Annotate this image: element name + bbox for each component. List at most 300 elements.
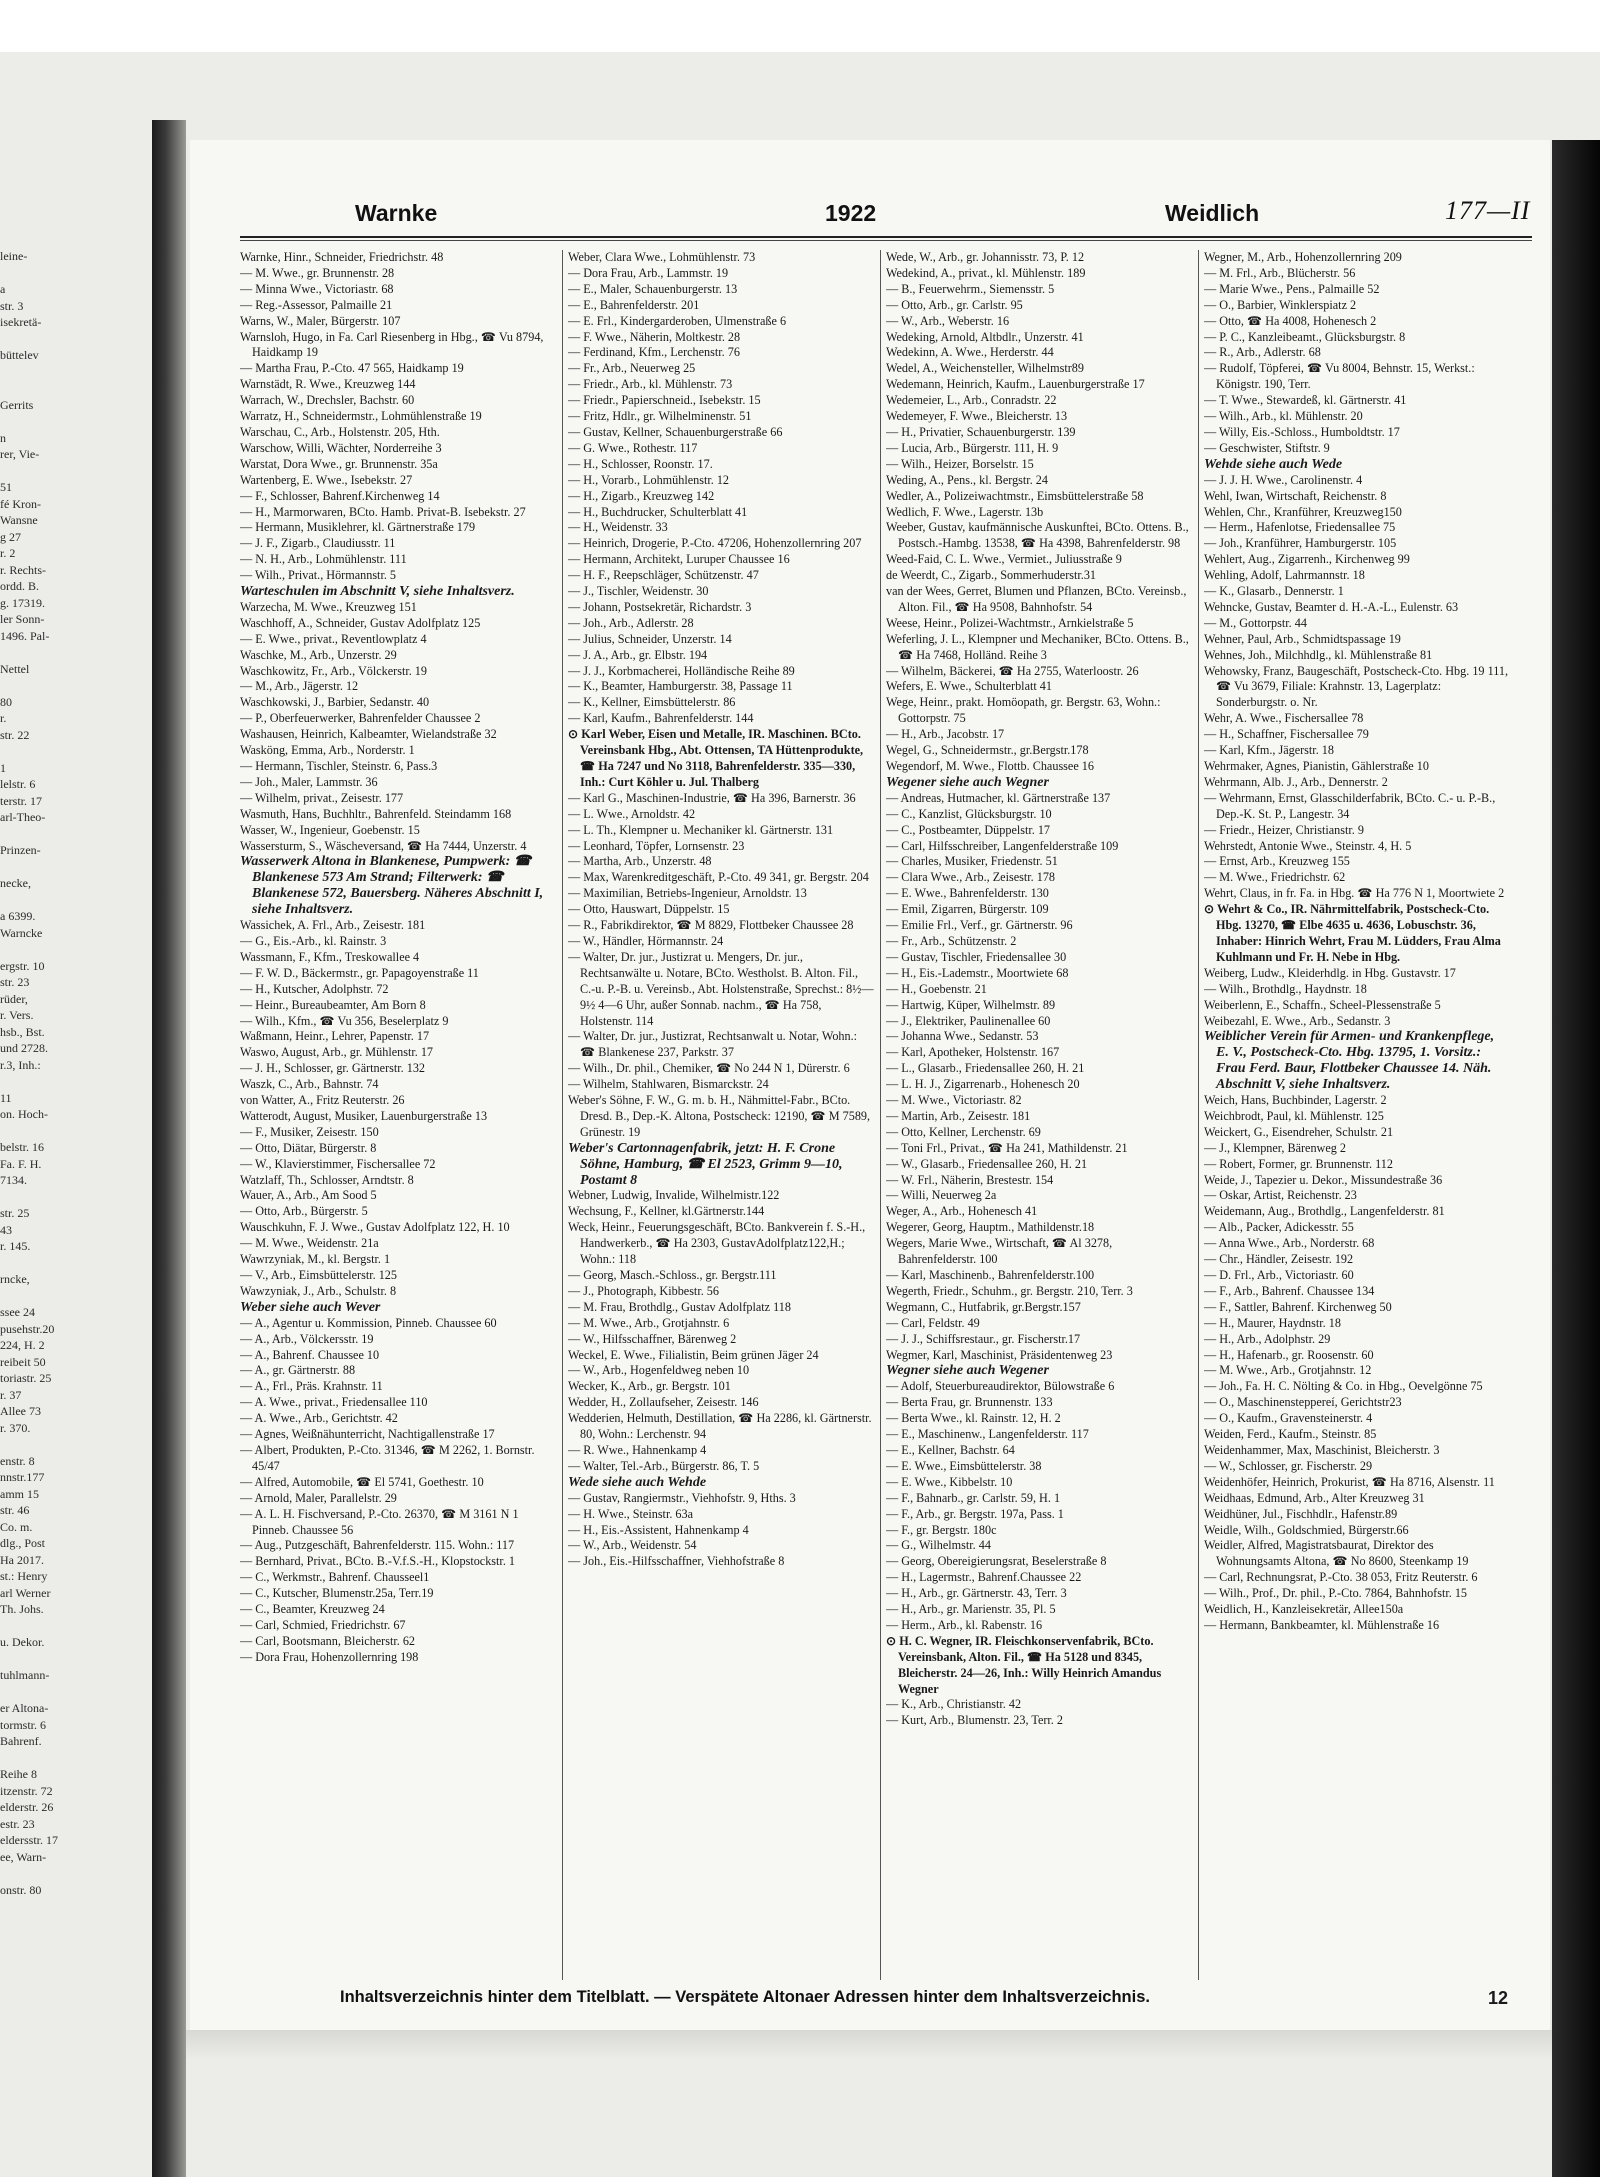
directory-entry: — M. Wwe., gr. Brunnenstr. 28 xyxy=(240,265,395,280)
fragment-line: büttelev xyxy=(0,348,39,362)
directory-entry: Waschhoff, A., Schneider, Gustav Adolfplatz 125 xyxy=(240,615,481,630)
directory-entry: — A., Bahrenf. Chaussee 10 xyxy=(240,1347,380,1362)
directory-entry: — O., Maschinensteppereí, Gerichtstr23 xyxy=(1204,1395,1402,1410)
directory-entry: Wedekinn, A. Wwe., Herderstr. 44 xyxy=(886,345,1054,360)
directory-entry: — Otto, Arb., gr. Carlstr. 95 xyxy=(886,297,1023,312)
directory-entry: — J. J. H. Wwe., Carolinenstr. 4 xyxy=(1204,472,1363,487)
fragment-line: on. Hoch- xyxy=(0,1107,48,1121)
directory-entry: — Marie Wwe., Pens., Palmaille 52 xyxy=(1204,281,1380,296)
fragment-line: r. Vers. xyxy=(0,1008,34,1022)
directory-entry: — H., Arb., Jacobstr. 17 xyxy=(886,727,1005,742)
directory-entry: — Gustav, Rangiermstr., Viehhofstr. 9, Hths. 3 xyxy=(568,1490,796,1505)
directory-entry: — Julius, Schneider, Unzerstr. 14 xyxy=(568,631,732,646)
directory-entry: Watterodt, August, Musiker, Lauenburgerstraße 13 xyxy=(240,1108,488,1123)
directory-entry: — Dora Frau, Hohenzollernring 198 xyxy=(240,1649,419,1664)
directory-entry: — H., Vorarb., Lohmühlenstr. 12 xyxy=(568,472,730,487)
directory-entry: — Herm., Hafenlotse, Friedensallee 75 xyxy=(1204,520,1396,535)
directory-entry: ⊙ Wehrt & Co., IR. Nährmittelfabrik, Postscheck-Cto. Hbg. 13270, ☎ Elbe 4635 u. 4636, Lobuschstr. 36, Inhaber: Hinrich Wehrt, Frau M. Lüdders, Frau Alma Kuhlmann und Fr. H. Nebe in Hbg. xyxy=(1204,902,1501,964)
directory-entry: Warteschulen im Abschnitt V, siehe Inhaltsverz. xyxy=(240,584,515,600)
header-page-number: 177—II xyxy=(1445,196,1531,225)
directory-entry: Wedler, A., Polizeiwachtmstr., Eimsbüttelerstraße 58 xyxy=(886,488,1144,503)
directory-entry: — Maximilian, Betriebs-Ingenieur, Arnoldstr. 13 xyxy=(568,886,807,901)
directory-entry: — Bernhard, Privat., BCto. B.-V.f.S.-H., Klopstockstr. 1 xyxy=(240,1554,516,1569)
fragment-line: hsb., Bst. xyxy=(0,1024,45,1039)
directory-entry: — D. Frl., Arb., Victoriastr. 60 xyxy=(1204,1268,1354,1282)
directory-entry: — Wilhelm, privat., Zeisestr. 177 xyxy=(240,790,404,805)
fragment-line: necke, xyxy=(0,876,31,890)
directory-entry: — H., Arb., gr. Gärtnerstr. 43, Terr. 3 xyxy=(886,1586,1067,1601)
directory-entry: — Heinrich, Drogerie, P.-Cto. 47206, Hohenzollernring 207 xyxy=(568,536,862,551)
directory-entry: Weferling, J. L., Klempner und Mechaniker, BCto. Ottens. B., ☎ Ha 7468, Holländ. Reihe 3 xyxy=(886,631,1189,662)
directory-entry: Weidenhammer, Max, Maschinist, Bleicherstr. 3 xyxy=(1204,1442,1440,1457)
directory-entry: — F., Bahnarb., gr. Carlstr. 59, H. 1 xyxy=(886,1490,1061,1505)
directory-entry: — H., Maurer, Haydnstr. 18 xyxy=(1204,1315,1341,1330)
directory-entry: — H., Zigarb., Kreuzweg 142 xyxy=(568,488,715,503)
directory-entry: — R., Arb., Adlerstr. 68 xyxy=(1204,345,1321,360)
fragment-line: st.: Henry xyxy=(0,1569,48,1583)
directory-entry: — Otto, Diätar, Bürgerstr. 8 xyxy=(240,1140,377,1155)
directory-entry: — Karl G., Maschinen-Industrie, ☎ Ha 396, Barnerstr. 36 xyxy=(568,790,856,805)
directory-entry: Warstat, Dora Wwe., gr. Brunnenstr. 35a xyxy=(240,456,438,471)
fragment-line: estr. 23 xyxy=(0,1816,35,1831)
directory-column-1 xyxy=(240,250,546,1980)
directory-entry: — F., gr. Bergstr. 180c xyxy=(886,1522,997,1537)
fragment-line: str. 23 xyxy=(0,975,30,989)
directory-entry: — B., Feuerwehrm., Siemensstr. 5 xyxy=(886,281,1055,296)
directory-entry: Washausen, Heinrich, Kalbeamter, Wielandstraße 32 xyxy=(240,727,497,742)
directory-entry: — P. C., Kanzleibeamt., Glücksburgstr. 8 xyxy=(1204,329,1406,344)
fragment-line: Prinzen- xyxy=(0,843,41,857)
directory-entry: — H. F., Reepschläger, Schützenstr. 47 xyxy=(568,568,759,583)
directory-entry: — L. Th., Klempner u. Mechaniker kl. Gärtnerstr. 131 xyxy=(568,822,834,837)
directory-entry: — Joh., Eis.-Hilfsschaffner, Viehhofstraße 8 xyxy=(568,1554,785,1569)
directory-entry: — Heinr., Bureaubeamter, Am Born 8 xyxy=(240,997,426,1012)
directory-entry: — Gustav, Tischler, Friedensallee 30 xyxy=(886,949,1067,964)
fragment-line: nnstr.177 xyxy=(0,1470,45,1484)
directory-entry: — Hermann, Architekt, Luruper Chaussee 16 xyxy=(568,552,790,567)
directory-entry: Wegmer, Karl, Maschinist, Präsidentenweg 23 xyxy=(886,1347,1113,1362)
fragment-line: Reihe 8 xyxy=(0,1767,37,1781)
fragment-line: Wansne xyxy=(0,513,38,527)
directory-entry: — Arnold, Maler, Parallelstr. 29 xyxy=(240,1490,397,1505)
directory-entry: — Reg.-Assessor, Palmaille 21 xyxy=(240,297,393,312)
column-divider xyxy=(562,250,563,1980)
directory-entry: — Hermann, Bankbeamter, kl. Mühlenstraße 16 xyxy=(1204,1617,1440,1632)
directory-entry: — Chr., Händler, Zeisestr. 192 xyxy=(1204,1252,1354,1267)
fragment-line xyxy=(0,1436,150,1453)
directory-entry: — Otto, Arb., Bürgerstr. 5 xyxy=(240,1204,368,1219)
directory-entry: Watzlaff, Th., Schlosser, Arndtstr. 8 xyxy=(240,1172,414,1187)
directory-entry: — A. L. H. Fischversand, P.-Cto. 26370, ☎ M 3161 N 1 Pinneb. Chaussee 56 xyxy=(240,1506,519,1537)
directory-entry: — Wilh., Brothdlg., Haydnstr. 18 xyxy=(1204,981,1367,996)
directory-entry: — Karl, Maschinenb., Bahrenfelderstr.100 xyxy=(886,1268,1095,1282)
directory-entry: — J. J., Korbmacherei, Holländische Reihe 89 xyxy=(568,663,795,678)
fragment-line: r.3, Inh.: xyxy=(0,1057,41,1072)
directory-entry: — C., Beamter, Kreuzweg 24 xyxy=(240,1602,385,1617)
directory-entry: — Walter, Tel.-Arb., Bürgerstr. 86, T. 5 xyxy=(568,1458,760,1473)
directory-entry: — Adolf, Steuerbureaudirektor, Bülowstraße 6 xyxy=(886,1379,1115,1394)
directory-entry: Wawrzyniak, M., kl. Bergstr. 1 xyxy=(240,1252,391,1267)
directory-entry: Weidhüner, Jul., Fischhdlr., Hafenstr.89 xyxy=(1204,1506,1398,1521)
directory-entry: — Toni Frl., Privat., ☎ Ha 241, Mathildenstr. 21 xyxy=(886,1140,1128,1155)
directory-entry: Weidle, Wilh., Goldschmied, Bürgerstr.66 xyxy=(1204,1522,1409,1537)
directory-entry: — Friedr., Heizer, Christianstr. 9 xyxy=(1204,822,1364,837)
directory-entry: — E. Frl., Kindergarderoben, Ulmenstraße 6 xyxy=(568,313,787,328)
directory-entry: Warschow, Willi, Wächter, Norderreihe 3 xyxy=(240,440,442,455)
fragment-line: r. 370. xyxy=(0,1420,31,1435)
directory-entry: — J., Elektriker, Paulinenallee 60 xyxy=(886,1013,1051,1028)
directory-entry: — L. Wwe., Arnoldstr. 42 xyxy=(568,806,696,821)
fragment-line xyxy=(0,1288,150,1305)
directory-entry: Wehlert, Aug., Zigarrenh., Kirchenweg 99 xyxy=(1204,552,1410,567)
directory-entry: — Carl, Hilfsschreiber, Langenfelderstraße 109 xyxy=(886,838,1119,853)
directory-entry: Weidenhöfer, Heinrich, Prokurist, ☎ Ha 8716, Alsenstr. 11 xyxy=(1204,1474,1495,1489)
fragment-line xyxy=(0,1651,150,1668)
directory-entry: — Karl, Apotheker, Holstenstr. 167 xyxy=(886,1045,1060,1060)
directory-entry: — O., Barbier, Winklerspiatz 2 xyxy=(1204,297,1357,312)
directory-entry: — Wilh., Prof., Dr. phil., P.-Cto. 7864, Bahnhofstr. 15 xyxy=(1204,1586,1468,1601)
directory-entry: Wehrmaker, Agnes, Pianistin, Gählerstraße 10 xyxy=(1204,759,1429,773)
left-page-fragment xyxy=(0,248,150,2068)
directory-entry: — A. Wwe., privat., Friedensallee 110 xyxy=(240,1395,428,1410)
directory-entry: — Hermann, Tischler, Steinstr. 6, Pass.3 xyxy=(240,759,438,773)
directory-entry: — E. Wwe., Kibbelstr. 10 xyxy=(886,1474,1013,1489)
directory-entry: — H., Eis.-Assistent, Hahnenkamp 4 xyxy=(568,1522,749,1537)
directory-entry: — H., Lagermstr., Bahrenf.Chaussee 22 xyxy=(886,1570,1082,1585)
fragment-line xyxy=(0,364,150,381)
directory-entry: Weed-Faid, C. L. Wwe., Vermiet., Juliusstraße 9 xyxy=(886,552,1122,567)
directory-entry: — M. Wwe., Arb., Grotjahnstr. 12 xyxy=(1204,1363,1372,1378)
directory-entry: — Berta Frau, gr. Brunnenstr. 133 xyxy=(886,1395,1053,1410)
fragment-line: tormstr. 6 xyxy=(0,1717,47,1732)
directory-entry: — Otto, Kellner, Lerchenstr. 69 xyxy=(886,1124,1041,1139)
directory-entry: Wasköng, Emma, Arb., Norderstr. 1 xyxy=(240,743,415,758)
fragment-line: tuhlmann- xyxy=(0,1668,50,1682)
directory-entry: Wehnes, Joh., Milchhdlg., kl. Mühlenstraße 81 xyxy=(1204,647,1433,662)
fragment-line: ergstr. 10 xyxy=(0,958,45,973)
directory-entry: — K., Kellner, Eimsbüttelerstr. 86 xyxy=(568,695,736,710)
directory-entry: — Gustav, Kellner, Schauenburgerstraße 66 xyxy=(568,424,783,439)
column-divider xyxy=(1198,250,1199,1980)
directory-entry: — Berta Wwe., kl. Rainstr. 12, H. 2 xyxy=(886,1411,1061,1426)
directory-entry: — Georg, Masch.-Schloss., gr. Bergstr.111 xyxy=(568,1268,777,1282)
directory-entry: Wegel, G., Schneidermstr., gr.Bergstr.178 xyxy=(886,743,1089,758)
fragment-line: arl-Theo- xyxy=(0,810,46,824)
directory-entry: — Alb., Packer, Adickesstr. 55 xyxy=(1204,1220,1354,1235)
directory-entry: — W., Schlosser, gr. Fischerstr. 29 xyxy=(1204,1458,1373,1473)
directory-entry: Waszk, C., Arb., Bahnstr. 74 xyxy=(240,1077,379,1092)
directory-entry: — Friedr., Papierschneid., Isebekstr. 15 xyxy=(568,393,761,408)
directory-entry: — H., Marmorwaren, BCto. Hamb. Privat-B. Isebekstr. 27 xyxy=(240,504,526,519)
directory-entry: — E., Bahrenfelderstr. 201 xyxy=(568,297,700,312)
directory-entry: — E., Maschinenw., Langenfelderstr. 117 xyxy=(886,1427,1089,1442)
fragment-line: itzenstr. 72 xyxy=(0,1783,53,1798)
header-left-word: Warnke xyxy=(355,200,438,226)
directory-entry: Wasser, W., Ingenieur, Goebenstr. 15 xyxy=(240,822,420,837)
directory-entry: — Otto, ☎ Ha 4008, Hohenesch 2 xyxy=(1204,313,1377,328)
directory-entry: — Walter, Dr. jur., Justizrat, Rechtsanwalt u. Notar, Wohn.: ☎ Blankenese 237, Parkstr. 37 xyxy=(568,1029,858,1060)
fragment-line: 11 xyxy=(0,1090,12,1105)
directory-entry: — H., Eis.-Lademstr., Moortwiete 68 xyxy=(886,965,1069,980)
fragment-line: 224, H. 2 xyxy=(0,1338,45,1352)
fragment-line: 43 xyxy=(0,1222,12,1237)
directory-entry: — G., Wilhelmstr. 44 xyxy=(886,1538,991,1553)
directory-entry: Weck, Heinr., Feuerungsgeschäft, BCto. Bankverein f. S.-H., Handwerkerb., ☎ Ha 2303, GustavAdolfplatz122,H.; Wohn.: 118 xyxy=(568,1220,866,1267)
directory-entry: — Hermann, Musiklehrer, kl. Gärtnerstraße 179 xyxy=(240,520,476,535)
directory-entry: — M. Frl., Arb., Blücherstr. 56 xyxy=(1204,265,1356,280)
directory-column-4 xyxy=(1204,250,1510,1980)
directory-entry: — Friedr., Arb., kl. Mühlenstr. 73 xyxy=(568,377,733,392)
directory-entry: — C., Kutscher, Blumenstr.25a, Terr.19 xyxy=(240,1586,434,1601)
directory-entry: Weber, Clara Wwe., Lohmühlenstr. 73 xyxy=(568,250,756,264)
directory-entry: — Herm., Arb., kl. Rabenstr. 16 xyxy=(886,1617,1043,1632)
fragment-line xyxy=(0,1255,150,1272)
directory-entry: Weichbrodt, Paul, kl. Mühlenstr. 125 xyxy=(1204,1108,1384,1123)
directory-entry: Weickert, G., Eisendreher, Schulstr. 21 xyxy=(1204,1124,1394,1139)
directory-entry: — P., Oberfeuerwerker, Bahrenfelder Chaussee 2 xyxy=(240,711,481,726)
directory-entry: Weich, Hans, Buchbinder, Lagerstr. 2 xyxy=(1204,1093,1387,1108)
directory-entry: Wegerer, Georg, Hauptm., Mathildenstr.18 xyxy=(886,1220,1095,1235)
directory-entry: — Robert, Former, gr. Brunnenstr. 112 xyxy=(1204,1156,1393,1171)
directory-entry: Waswo, August, Arb., gr. Mühlenstr. 17 xyxy=(240,1045,434,1060)
directory-entry: Wehowsky, Franz, Baugeschäft, Postscheck-Cto. Hbg. 19 111, ☎ Vu 3679, Filiale: Krahnstr. 13, Lagerplatz: Sonderburgstr. o. Nr. xyxy=(1204,663,1508,710)
directory-entry: — H., Schaffner, Fischersallee 79 xyxy=(1204,727,1369,742)
fragment-line xyxy=(0,413,150,430)
fragment-line xyxy=(0,265,150,282)
fragment-line: 80 xyxy=(0,694,12,709)
directory-entry: — L., Glasarb., Friedensallee 260, H. 21 xyxy=(886,1061,1085,1076)
directory-entry: — Martha Frau, P.-Cto. 47 565, Haidkamp 19 xyxy=(240,361,464,376)
fragment-line: Allee 73 xyxy=(0,1404,41,1418)
directory-entry: Weidhaas, Edmund, Arb., Alter Kreuzweg 31 xyxy=(1204,1490,1425,1505)
directory-entry: Wauschkuhn, F. J. Wwe., Gustav Adolfplatz 122, H. 10 xyxy=(240,1220,510,1235)
directory-entry: — Fritz, Hdlr., gr. Wilhelminenstr. 51 xyxy=(568,409,752,424)
directory-entry: de Weerdt, C., Zigarb., Sommerhuderstr.31 xyxy=(886,568,1097,583)
directory-entry: Warnstädt, R. Wwe., Kreuzweg 144 xyxy=(240,377,416,392)
fragment-line: und 2728. xyxy=(0,1041,48,1055)
fragment-line: Bahrenf. xyxy=(0,1734,42,1748)
directory-entry: Wegendorf, M. Wwe., Flottb. Chaussee 16 xyxy=(886,759,1094,773)
fragment-line: belstr. 16 xyxy=(0,1140,44,1154)
directory-entry: — K., Glasarb., Dennerstr. 1 xyxy=(1204,584,1344,599)
directory-entry: — Wilh., Privat., Hörmannstr. 5 xyxy=(240,568,397,583)
directory-entry: Wegers, Marie Wwe., Wirtschaft, ☎ Al 3278, Bahrenfelderstr. 100 xyxy=(886,1236,1113,1267)
directory-entry: — V., Arb., Eimsbüttelerstr. 125 xyxy=(240,1268,397,1282)
fragment-line: Co. m. xyxy=(0,1519,33,1534)
directory-entry: — Wilh., Heizer, Borselstr. 15 xyxy=(886,456,1034,471)
fragment-line: Nettel xyxy=(0,661,30,676)
directory-entry: Waßmann, Heinr., Lehrer, Papenstr. 17 xyxy=(240,1029,430,1044)
directory-entry: van der Wees, Gerret, Blumen und Pflanzen, BCto. Vereinsb., Alton. Fil., ☎ Ha 9508, Bahnhofstr. 54 xyxy=(886,584,1187,614)
fragment-line: ler Sonn- xyxy=(0,612,45,626)
directory-entry: — Johann, Postsekretär, Richardstr. 3 xyxy=(568,599,752,614)
directory-entry: — F., Sattler, Bahrenf. Kirchenweg 50 xyxy=(1204,1299,1392,1314)
directory-entry: — F. W. D., Bäckermstr., gr. Papagoyenstraße 11 xyxy=(240,965,479,980)
directory-entry: — A., Agentur u. Kommission, Pinneb. Chaussee 60 xyxy=(240,1315,497,1330)
directory-entry: Wechsung, F., Kellner, kl.Gärtnerstr.144 xyxy=(568,1204,765,1219)
directory-entry: — M., Arb., Jägerstr. 12 xyxy=(240,679,359,694)
directory-entry: Warschau, C., Arb., Holstenstr. 205, Hth. xyxy=(240,424,440,439)
directory-entry: — Rudolf, Töpferei, ☎ Vu 8004, Behnstr. 15, Werkst.: Königstr. 190, Terr. xyxy=(1204,361,1475,392)
directory-entry: — W., Hilfsschaffner, Bärenweg 2 xyxy=(568,1331,737,1346)
directory-entry: Waschke, M., Arb., Unzerstr. 29 xyxy=(240,647,397,662)
directory-entry: — Karl, Kaufm., Bahrenfelderstr. 144 xyxy=(568,711,754,726)
fragment-line: rer, Vie- xyxy=(0,447,40,461)
directory-entry: — M. Wwe., Arb., Grotjahnstr. 6 xyxy=(568,1315,730,1330)
directory-entry: — Alfred, Automobile, ☎ El 5741, Goethestr. 10 xyxy=(240,1474,484,1489)
fragment-line: r. 37 xyxy=(0,1387,22,1402)
fragment-line: reibeit 50 xyxy=(0,1354,46,1369)
directory-entry: — Ernst, Arb., Kreuzweg 155 xyxy=(1204,854,1350,869)
directory-entry: — H. Wwe., Steinstr. 63a xyxy=(568,1506,694,1521)
directory-entry: — Joh., Fa. H. C. Nölting & Co. in Hbg., Oevelgönne 75 xyxy=(1204,1379,1483,1394)
directory-entry: Wegner siehe auch Wegener xyxy=(886,1363,1049,1379)
fragment-line: terstr. 17 xyxy=(0,793,42,808)
directory-entry: Weiden, Ferd., Kaufm., Steinstr. 85 xyxy=(1204,1427,1377,1442)
directory-entry: — M. Wwe., Victoriastr. 82 xyxy=(886,1093,1022,1108)
directory-entry: Wegmann, C., Hutfabrik, gr.Bergstr.157 xyxy=(886,1299,1081,1314)
directory-entry: Warnke, Hinr., Schneider, Friedrichstr. 48 xyxy=(240,250,444,264)
directory-entry: — G. Wwe., Rothestr. 117 xyxy=(568,440,698,455)
directory-entry: Wartenberg, E. Wwe., Isebekstr. 27 xyxy=(240,472,413,487)
directory-entry: — Willi, Neuerweg 2a xyxy=(886,1188,997,1203)
fragment-line: n xyxy=(0,430,6,445)
fragment-line: 1 xyxy=(0,760,6,775)
directory-entry: — Joh., Maler, Lammstr. 36 xyxy=(240,774,378,789)
fragment-line xyxy=(0,1189,150,1206)
directory-entry: — C., Postbeamter, Düppelstr. 17 xyxy=(886,822,1051,837)
directory-entry: — G., Eis.-Arb., kl. Rainstr. 3 xyxy=(240,933,387,948)
fragment-line: enstr. 8 xyxy=(0,1453,35,1468)
directory-entry: Weger, A., Arb., Hohenesch 41 xyxy=(886,1204,1038,1219)
directory-entry: Weber siehe auch Wever xyxy=(240,1299,381,1315)
directory-entry: Weiblicher Verein für Armen- und Krankenpflege, E. V., Postscheck-Cto. Hbg. 13795, 1. Vorsitz.: Frau Ferd. Baur, Flottbeker Chaussee 14. Näh. Abschnitt V, siehe Inhaltsverz. xyxy=(1204,1029,1495,1093)
directory-entry: — W., Arb., Weidenstr. 54 xyxy=(568,1538,697,1553)
directory-entry: — Emilie Frl., Verf., gr. Gärtnerstr. 96 xyxy=(886,918,1073,933)
directory-entry: — Anna Wwe., Arb., Norderstr. 68 xyxy=(1204,1236,1375,1251)
fragment-line xyxy=(0,1618,150,1635)
directory-entry: — M. Wwe., Friedrichstr. 62 xyxy=(1204,870,1346,885)
fragment-line: a 6399. xyxy=(0,909,36,923)
fragment-line xyxy=(0,677,150,694)
fragment-line xyxy=(0,859,150,876)
fragment-line: lelstr. 6 xyxy=(0,777,36,791)
fragment-line: rncke, xyxy=(0,1272,30,1286)
directory-entry: Wede, W., Arb., gr. Johannisstr. 73, P. 12 xyxy=(886,250,1085,264)
fragment-line xyxy=(0,1684,150,1701)
directory-entry: — E. Wwe., Eimsbüttelerstr. 38 xyxy=(886,1458,1042,1473)
directory-entry: Wassichek, A. Frl., Arb., Zeisestr. 181 xyxy=(240,918,426,933)
directory-entry: — J., Klempner, Bärenweg 2 xyxy=(1204,1140,1347,1155)
directory-entry: Weese, Heinr., Polizei-Wachtmstr., Arnkielstraße 5 xyxy=(886,615,1134,630)
fragment-line: a xyxy=(0,282,6,296)
directory-entry: Warrach, W., Drechsler, Bachstr. 60 xyxy=(240,393,415,408)
directory-entry: — L. H. J., Zigarrenarb., Hohenesch 20 xyxy=(886,1077,1080,1092)
fragment-line: Warncke xyxy=(0,925,43,940)
directory-column-2 xyxy=(568,250,874,1980)
fragment-line: ordd. B. xyxy=(0,579,39,593)
directory-entry: — Dora Frau, Arb., Lammstr. 19 xyxy=(568,265,729,280)
directory-entry: — Aug., Putzgeschäft, Bahrenfelderstr. 115. Wohn.: 117 xyxy=(240,1538,515,1553)
fragment-line: isekretä- xyxy=(0,315,42,329)
directory-entry: Weckel, E. Wwe., Filialistin, Beim grünen Jäger 24 xyxy=(568,1347,819,1362)
directory-entry: Wauer, A., Arb., Am Sood 5 xyxy=(240,1188,377,1203)
fragment-line: Ha 2017. xyxy=(0,1552,44,1567)
directory-entry: — F., Arb., Bahrenf. Chaussee 134 xyxy=(1204,1283,1375,1298)
directory-entry: Wehncke, Gustav, Beamter d. H.-A.-L., Eulenstr. 63 xyxy=(1204,599,1459,614)
directory-entry: — H., Privatier, Schauenburgerstr. 139 xyxy=(886,424,1076,439)
directory-entry: — C., Werkmstr., Bahrenf. Chausseel1 xyxy=(240,1570,430,1585)
directory-entry: — A., gr. Gärtnerstr. 88 xyxy=(240,1363,356,1378)
directory-entry: Wehrstedt, Antonie Wwe., Steinstr. 4, H. 5 xyxy=(1204,838,1412,853)
fragment-line: r. Rechts- xyxy=(0,562,46,577)
page-bottom-shade xyxy=(186,2030,1552,2060)
fragment-line: g. 17319. xyxy=(0,595,45,610)
fragment-line: ssee 24 xyxy=(0,1305,35,1319)
directory-entry: — W., Klavierstimmer, Fischersallee 72 xyxy=(240,1156,436,1171)
fragment-line: pusehstr.20 xyxy=(0,1321,55,1336)
fragment-line: 1496. Pal- xyxy=(0,628,50,643)
directory-entry: Wehlen, Chr., Kranführer, Kreuzweg150 xyxy=(1204,504,1402,519)
directory-entry: Warns, W., Maler, Bürgerstr. 107 xyxy=(240,313,401,328)
fragment-line xyxy=(0,892,150,909)
directory-entry: — Joh., Kranführer, Hamburgerstr. 105 xyxy=(1204,536,1397,551)
directory-entry: Warzecha, M. Wwe., Kreuzweg 151 xyxy=(240,599,417,614)
directory-entry: — H., Arb., gr. Marienstr. 35, Pl. 5 xyxy=(886,1602,1056,1617)
directory-entry: — Oskar, Artist, Reichenstr. 23 xyxy=(1204,1188,1357,1203)
directory-entry: — Georg, Obereigierungsrat, Beselerstraße 8 xyxy=(886,1554,1107,1569)
fragment-line xyxy=(0,826,150,843)
directory-entry: Wehner, Paul, Arb., Schmidtspassage 19 xyxy=(1204,631,1401,646)
directory-entry: — J. H., Schlosser, gr. Gärtnerstr. 132 xyxy=(240,1061,426,1076)
directory-entry: Wedekind, A., privat., kl. Mühlenstr. 189 xyxy=(886,265,1086,280)
directory-entry: — Martin, Arb., Zeisestr. 181 xyxy=(886,1108,1031,1123)
directory-entry: — Carl, Bootsmann, Bleicherstr. 62 xyxy=(240,1633,416,1648)
directory-entry: — T. Wwe., Stewardeß, kl. Gärtnerstr. 41 xyxy=(1204,393,1407,408)
fragment-line: str. 22 xyxy=(0,727,30,742)
directory-entry: Weibezahl, E. Wwe., Arb., Sedanstr. 3 xyxy=(1204,1013,1391,1028)
directory-entry: Weiberlenn, E., Schaffn., Scheel-Plessenstraße 5 xyxy=(1204,997,1441,1012)
footer-number: 12 xyxy=(1488,1988,1509,2008)
header-year: 1922 xyxy=(825,200,877,226)
directory-entry: — E. Wwe., Bahrenfelderstr. 130 xyxy=(886,886,1049,901)
directory-entry: Wegner, M., Arb., Hohenzollernring 209 xyxy=(1204,250,1402,264)
directory-entry: Weber's Söhne, F. W., G. m. b. H., Nähmittel-Fabr., BCto. Dresd. B., Dep.-K. Altona, Postscheck: 12190, ☎ M 7589, Grünestr. 19 xyxy=(568,1093,871,1139)
directory-entry: — M., Gottorpstr. 44 xyxy=(1204,615,1307,630)
directory-entry: — H., Buchdrucker, Schulterblatt 41 xyxy=(568,504,748,519)
directory-entry: von Watter, A., Fritz Reuterstr. 26 xyxy=(240,1093,405,1108)
fragment-line: eldersstr. 17 xyxy=(0,1833,58,1847)
directory-entry: — Andreas, Hutmacher, kl. Gärtnerstraße 137 xyxy=(886,790,1111,805)
header-rule xyxy=(240,236,1532,238)
fragment-line xyxy=(0,1865,150,1882)
directory-entry: — Martha, Arb., Unzerstr. 48 xyxy=(568,854,712,869)
header-rule-thin xyxy=(240,240,1532,241)
fragment-line xyxy=(0,1750,150,1767)
fragment-line: Th. Johs. xyxy=(0,1602,44,1616)
directory-entry: Wedderien, Helmuth, Destillation, ☎ Ha 2286, kl. Gärtnerstr. 80, Wohn.: Lerchenstr. 94 xyxy=(568,1411,872,1442)
directory-entry: — W., Glasarb., Friedensallee 260, H. 21 xyxy=(886,1156,1088,1171)
header-right-word: Weidlich xyxy=(1165,200,1260,226)
directory-entry: Waschkowitz, Fr., Arb., Völckerstr. 19 xyxy=(240,663,427,678)
directory-entry: — J. F., Zigarb., Claudiusstr. 11 xyxy=(240,536,396,551)
directory-entry: — A., Arb., Völckersstr. 19 xyxy=(240,1331,374,1346)
directory-entry: — W., Händler, Hörmannstr. 24 xyxy=(568,933,724,948)
directory-entry: Wehde siehe auch Wede xyxy=(1204,456,1343,472)
directory-entry: Wedder, H., Zollaufseher, Zeisestr. 146 xyxy=(568,1395,759,1410)
fragment-line: r. 145. xyxy=(0,1239,31,1253)
directory-entry: — F., Musiker, Zeisestr. 150 xyxy=(240,1124,379,1139)
